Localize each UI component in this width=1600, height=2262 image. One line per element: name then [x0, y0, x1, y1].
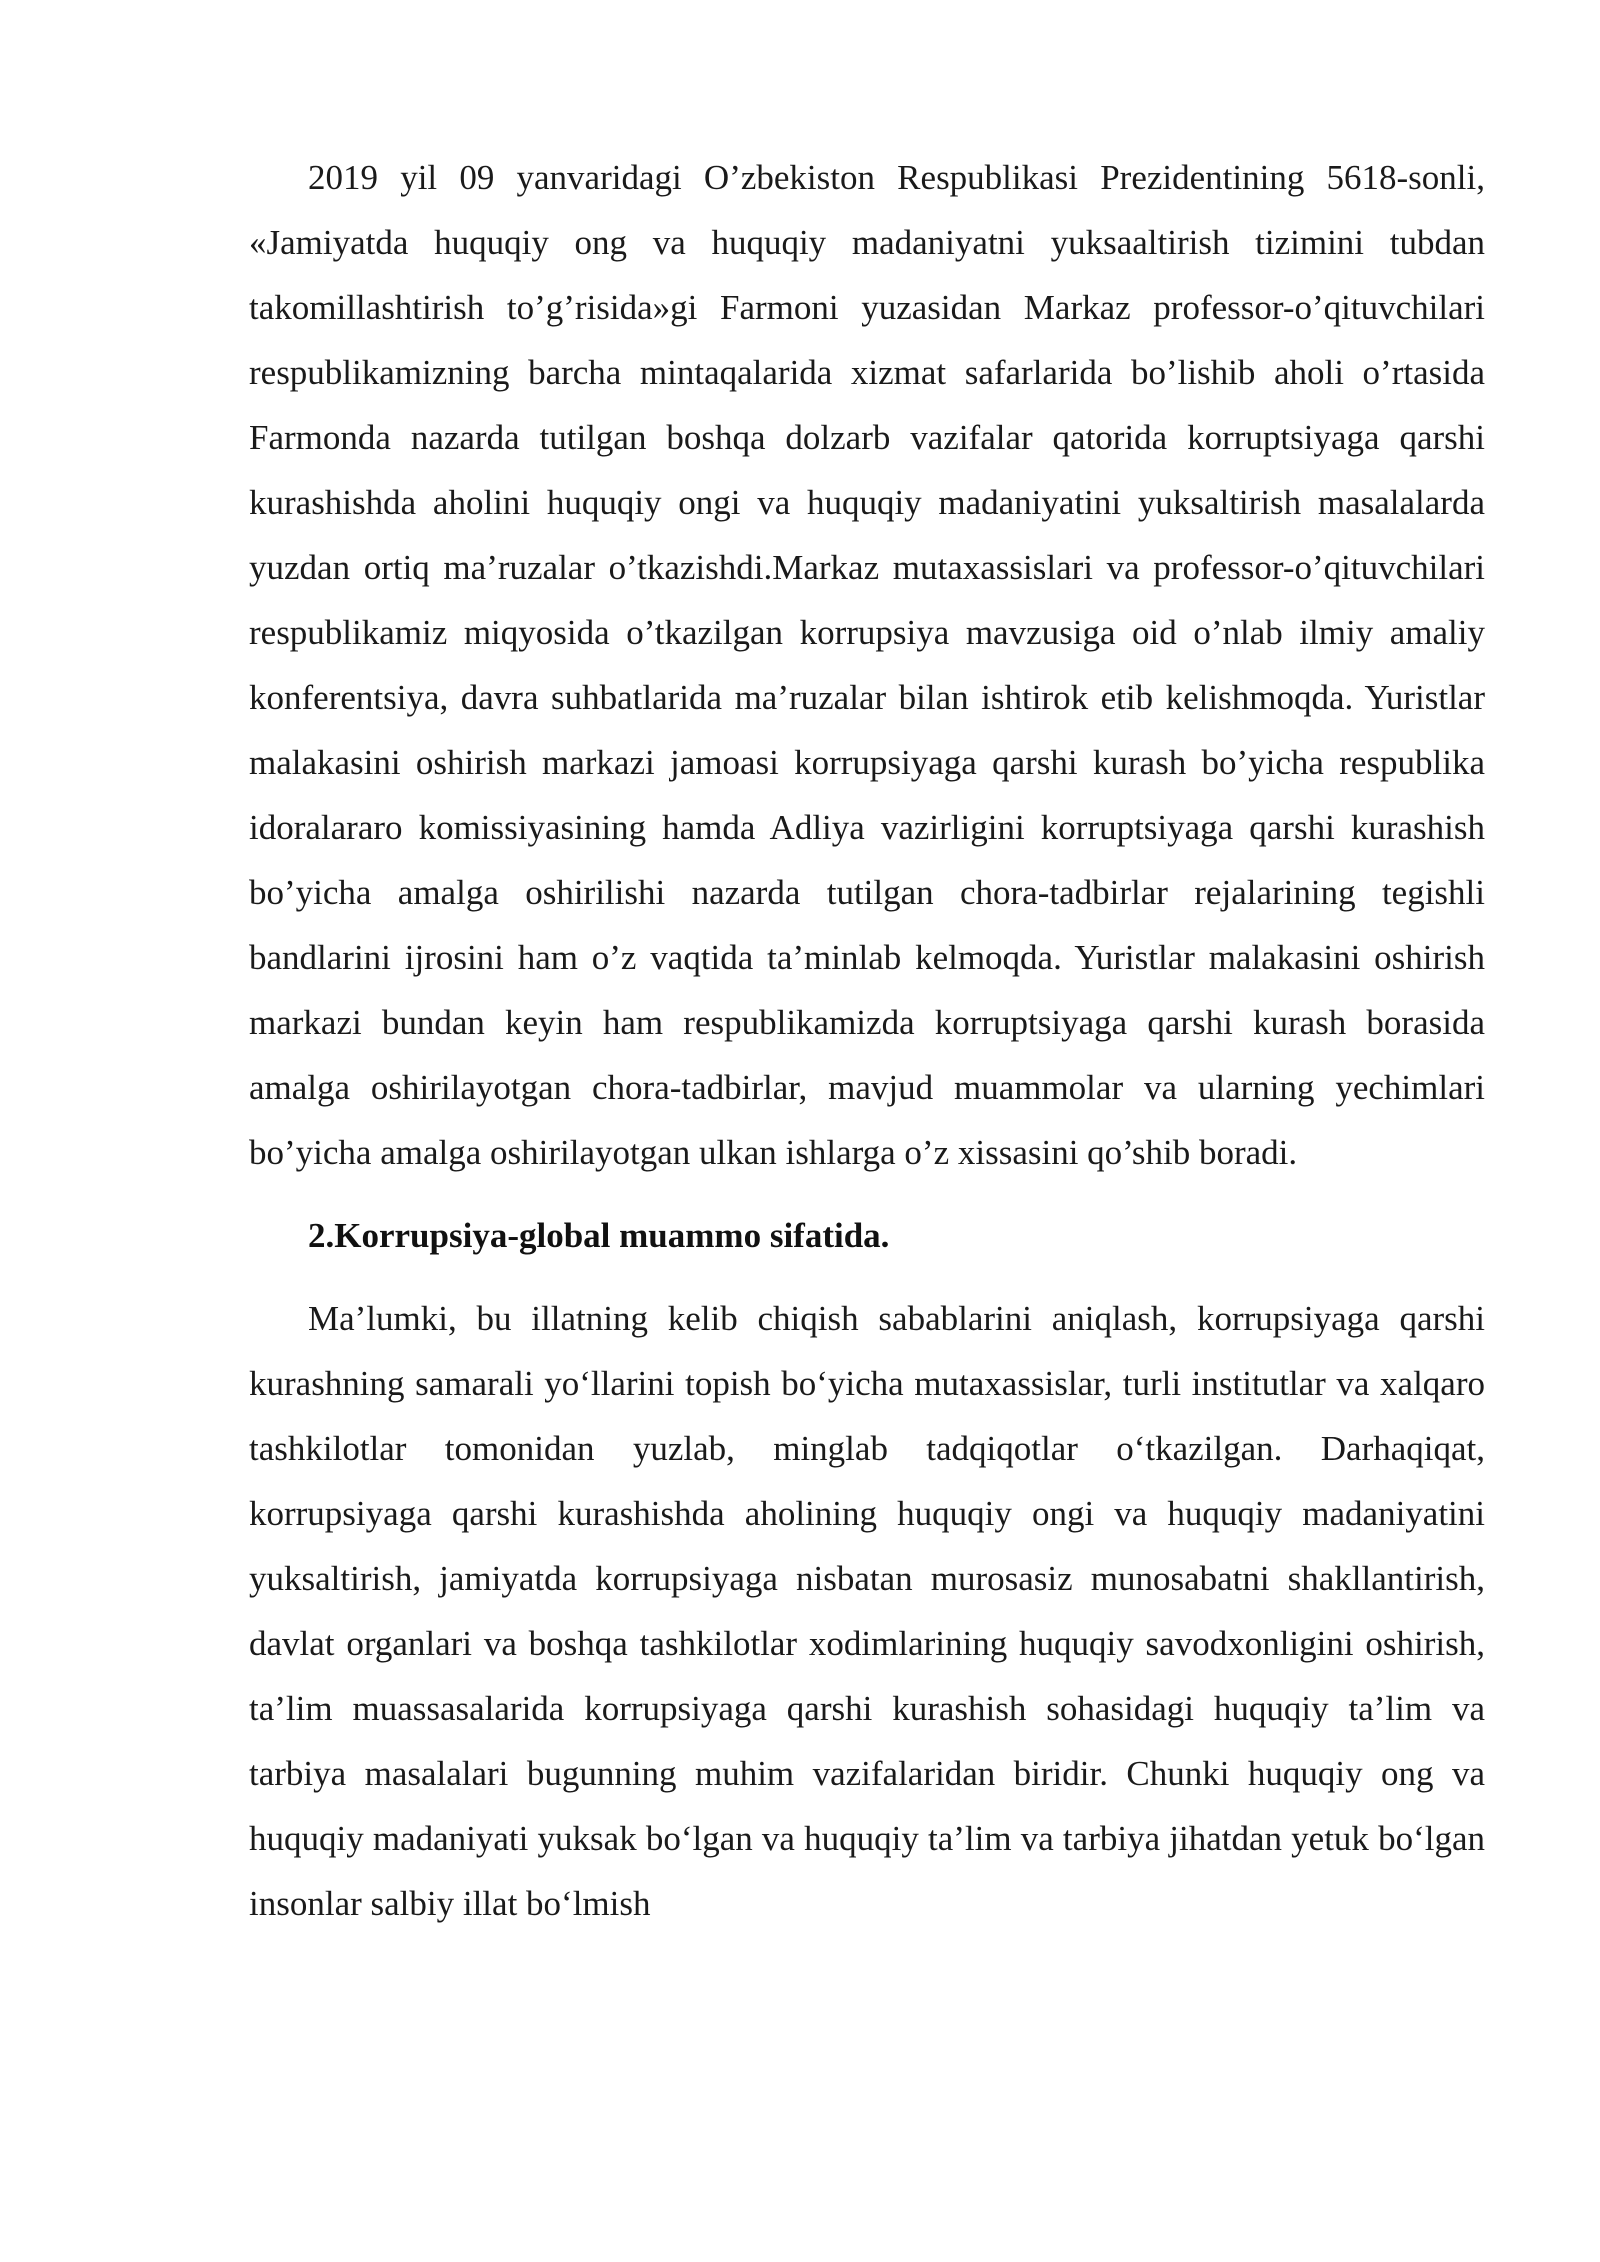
paragraph-intro: 2019 yil 09 yanvaridagi O’zbekiston Respublikasi Prezidentining 5618-sonli, «Jamiyatda huquqiy ong va huquqiy madaniyatni yuksaaltirish tizimini tubdan takomillashtirish to’g’risida»gi Farmoni yuzasidan Markaz professor-o’qituvchilari respublikamizning barcha mintaqalarida xizmat safarlarida bo’lishib aholi o’rtasida Farmonda nazarda tutilgan boshqa dolzarb vazifalar qatorida korruptsiyaga qarshi kurashishda aholini huquqiy ongi va huquqiy madaniyatini yuksaltirish masalalarda yuzdan ortiq ma’ruzalar o’tkazishdi.Markaz mutaxassislari va professor-o’qituvchilari respublikamiz miqyosida o’tkazilgan korrupsiya mavzusiga oid o’nlab ilmiy amaliy konferentsiya, davra suhbatlarida ma’ruzalar bilan ishtirok etib kelishmoqda. Yuristlar malakasini oshirish markazi jamoasi korrupsiyaga qarshi kurash bo’yicha respublika idoralararo komissiyasining hamda Adliya vazirligini korruptsiyaga qarshi kurashish bo’yicha amalga oshirilishi nazarda tutilgan chora-tadbirlar rejalarining tegishli bandlarini ijrosini ham o’z vaqtida ta’minlab kelmoqda. Yuristlar malakasini oshirish markazi bundan keyin ham respublikamizda korruptsiyaga qarshi kurash borasida amalga oshirilayotgan chora-tadbirlar, mavjud muammolar va ularning yechimlari bo’yicha amalga oshirilayotgan ulkan ishlarga o’z xissasini qo’shib boradi.	[249, 158, 1485, 1172]
section-heading: 2.Korrupsiya-global muammo sifatida.	[308, 1216, 890, 1255]
document-body	[249, 145, 1485, 1936]
paragraph-section-2: Ma’lumki, bu illatning kelib chiqish sabablarini aniqlash, korrupsiyaga qarshi kurashning samarali yo‘llarini topish bo‘yicha mutaxassislar, turli institutlar va xalqaro tashkilotlar tomonidan yuzlab, minglab tadqiqotlar o‘tkazilgan. Darhaqiqat, korrupsiyaga qarshi kurashishda aholining huquqiy ongi va huquqiy madaniyatini yuksaltirish, jamiyatda korrupsiyaga nisbatan murosasiz munosabatni shakllantirish, davlat organlari va boshqa tashkilotlar xodimlarining huquqiy savodxonligini oshirish, ta’lim muassasalarida korrupsiyaga qarshi kurashish sohasidagi huquqiy ta’lim va tarbiya masalalari bugunning muhim vazifalaridan biridir. Chunki huquqiy ong va huquqiy madaniyati yuksak bo‘lgan va huquqiy ta’lim va tarbiya jihatdan yetuk bo‘lgan insonlar salbiy illat bo‘lmish	[249, 1299, 1485, 1923]
